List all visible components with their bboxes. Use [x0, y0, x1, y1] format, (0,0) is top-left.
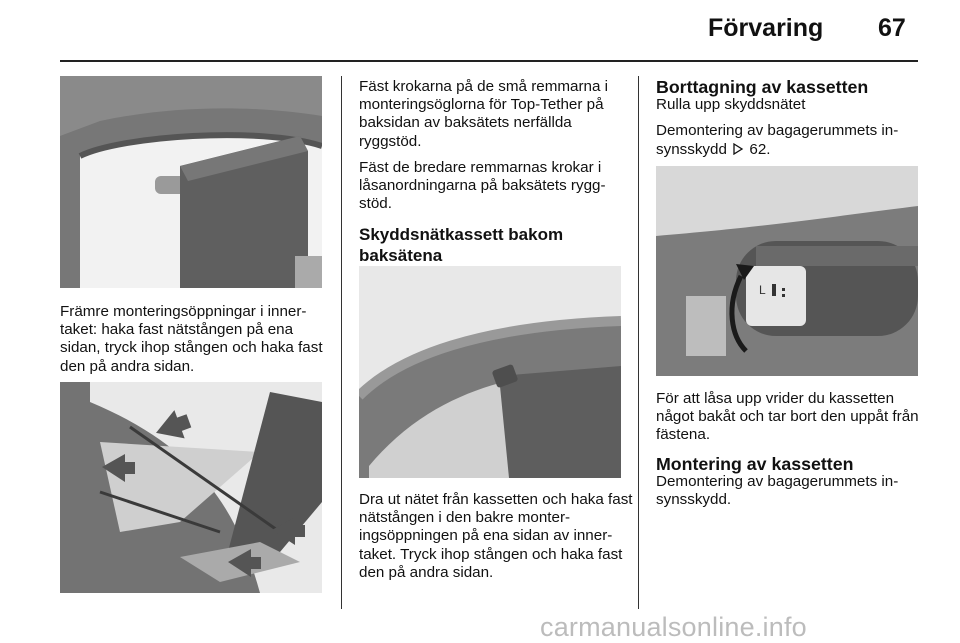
section-heading-safety-net: Skyddsnätkassett bakom baksätena — [359, 225, 564, 266]
arrow-ref-icon[interactable] — [732, 142, 744, 154]
header-rule — [60, 60, 918, 62]
figure-cassette-unlock — [656, 166, 918, 376]
paragraph-lock-hooks: Fäst de bredare remmarnas krokar i låsanordningarna på baksätets rygg-stöd. — [359, 158, 606, 213]
svg-text:L: L — [759, 283, 766, 297]
figure-caption-3: För att låsa upp vrider du kassetten något bakåt och tar bort den uppåt från fästena. — [656, 390, 919, 444]
figure-net-installation — [60, 382, 322, 593]
figure-caption-2: Dra ut nätet från kassetten och haka fast nätstången i den bakre monter-ingsöppningen på ena sidan av inner-taket. Tryck ihop stången och haka fast den på andra sidan. — [359, 491, 633, 581]
page-number: 67 — [878, 14, 906, 42]
column-divider-2 — [638, 76, 639, 609]
section-heading-mounting: Montering av kassetten — [656, 453, 854, 474]
page-title: Förvaring — [708, 14, 824, 42]
paragraph-roll-up: Rulla upp skyddsnätet — [656, 96, 806, 114]
watermark: carmanualsonline.info — [540, 612, 807, 642]
figure-net-pull-out — [359, 266, 621, 478]
paragraph-top-tether: Fäst krokarna på de små remmarna i monteringsöglorna för Top-Tether på baksidan av baksätets nerfällda ryggstöd. — [359, 78, 608, 150]
paragraph-demount-2: Demontering av bagagerummets in-synsskydd. — [656, 472, 899, 509]
paragraph-demount-text: Demontering av bagagerummets in-synsskydd — [656, 122, 899, 158]
section-heading-removal: Borttagning av kassetten — [656, 77, 869, 97]
column-divider-1 — [341, 76, 342, 609]
page-reference[interactable]: 62. — [749, 140, 771, 158]
figure-front-mounting — [60, 76, 322, 288]
figure-caption-1: Främre monteringsöppningar i inner-taket: haka fast nätstången på ena sidan, tryck ihop stången och haka fast den på andra sidan. — [60, 303, 323, 375]
